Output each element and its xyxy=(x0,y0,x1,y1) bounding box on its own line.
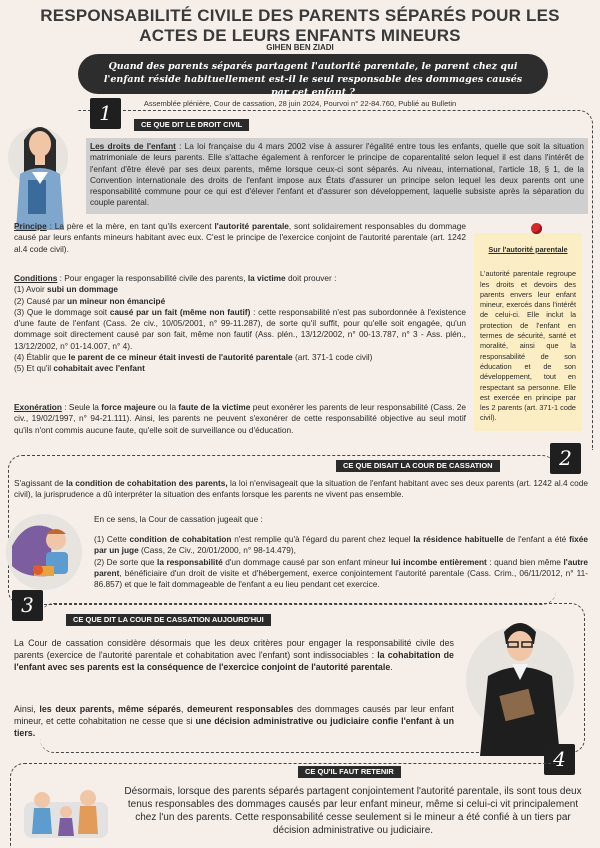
principe-label: Principe xyxy=(14,221,47,231)
exoneration-label: Exonération xyxy=(14,402,62,412)
section2-points xyxy=(94,534,588,590)
exoneration-paragraph: Exonération : Seule la force majeure ou la faute de la victime peut exonérer les parents de leur responsabilité (Cass. 2e civ., 19/02/1997, n° 94-21.111). Ainsi, les parents ne peuvent s'exonérer de cette responsabilité objective au seul motif qu'ils n'ont commis aucune faute, qu'elle soit de surveillance ou d'éducation. xyxy=(14,402,467,435)
section1-badge: CE QUE DIT LE DROIT CIVIL xyxy=(134,119,249,131)
principe-text-c: , sont solidairement responsables du dommage causé par leurs enfants mineurs habitant avec eux. C'est le principe de l'exercice conjoint de l'autorité parentale (art. 1242 al.4 code civil). xyxy=(14,221,466,254)
section1-number: 1 xyxy=(90,98,121,129)
principe-text-b: l'autorité parentale xyxy=(214,221,289,231)
sidebar-text: L'autorité parentale regroupe les droits et devoirs des parents envers leur enfant mineur, exercés dans l'intérêt de celui-ci. Elle inclut la protection de l'enfant en termes de sécurité, santé et moralité, ainsi que la responsabilité de son éducation et de son développement, tout en respectant sa personne. Elle est exercée en principe par les 2 parents (art. 371-1 code civil). xyxy=(480,269,576,423)
conditions-text-a: : Pour engager la responsabilité civile des parents, xyxy=(57,273,248,283)
family-illustration xyxy=(14,778,118,848)
section2-number: 2 xyxy=(550,443,581,474)
conditions-label: Conditions xyxy=(14,273,58,283)
point-2: (2) De sorte que la responsabilité d'un dommage causé par son enfant mineur lui incombe entièrement : quand bien même l'autre parent, bénéficiaire d'un droit de visite et d'hébergement, exerce conjointement l'autorité parentale (Cass. Crim., 06/11/2012, n° 11-86.857) et que le fait dommageable de l'enfant a eu lieu pendant cet exercice. xyxy=(94,556,589,590)
author-name: GIHEN BEN ZIADI xyxy=(266,43,334,52)
section4-number: 4 xyxy=(544,744,575,775)
case-reference: Assemblée plénière, Cour de cassation, 28 juin 2024, Pourvoi n° 22-84.760, Publié au Bulletin xyxy=(143,99,457,108)
conditions-text-b: la victime xyxy=(247,273,286,283)
condition-5: (5) Et qu'il cohabitait avec l'enfant xyxy=(14,363,145,374)
section2-sense: En ce sens, la Cour de cassation jugeait que : xyxy=(94,514,263,524)
section4-badge: CE QU'IL FAUT RETENIR xyxy=(298,766,401,778)
section3-badge: CE QUE DIT LA COUR DE CASSATION AUJOURD'HUI xyxy=(66,614,271,626)
condition-3: (3) Que le dommage soit causé par un fait (même non fautif) : cette responsabilité n'est pas subordonnée à l'existence d'une faute de l'enfant (Cass. 2e civ., 10/05/2001, n° 99-11.287), de sorte qu'il suffit, pour qu'elle soit engagée, qu'un dommage soit directement causé par son fait, même non fautif (Ass. plén., 13/12/2002, n° 00-13.787, n° 3 - Ass. plén., 13/12/2002, n° 01-14.007, n° 4). xyxy=(14,306,466,351)
principe-text-a: : La père et la mère, en tant qu'ils exercent xyxy=(46,221,215,231)
question-banner: Quand des parents séparés partagent l'autorité parentale, le parent chez qui l'enfant réside habituellement est-il le seul responsable des dommages causés par cet enfant ? xyxy=(78,54,548,94)
droits-text: : La loi française du 4 mars 2002 vise à assurer l'égalité entre tous les enfants, quelle que soit la situation matrimoniale de leurs parents. Elle s'attache également à renforcer le principe de coparentalité selon lequel il est dans l'intérêt de l'enfant d'être élevé par ses deux parents, même lorsque ceux-ci sont séparés. Au niveau, international, l'article 18, § 1, de la Convention internationale des droits de l'enfant impose aux États d'assurer un principe selon lequel les deux parents ont une responsabilité commune pour ce qui est d'élever l'enfant et d'assurer son développement, laquelle subsiste après la séparation du couple parental. xyxy=(90,141,584,208)
condition-4: (4) Établir que le parent de ce mineur était investi de l'autorité parentale (art. 371-1 code civil) xyxy=(14,352,373,363)
section2-intro: S'agissant de la condition de cohabitation des parents, la loi n'envisageait que la situation de l'enfant habitant avec ses deux parents (art. 1242 al.4 code civil), la jurisprudence a dû interpréter la situation des enfants lorsque les parents ne vivent pas ensemble. xyxy=(14,478,588,500)
pushpin-icon xyxy=(531,223,542,234)
page-title: RESPONSABILITÉ CIVILE DES PARENTS SÉPARÉS POUR LES ACTES DE LEURS ENFANTS MINEURS xyxy=(40,6,560,45)
condition-1: (1) Avoir subi un dommage xyxy=(14,284,119,295)
point-1: (1) Cette condition de cohabitation n'est remplie qu'à l'égard du parent chez lequel la résidence habituelle de l'enfant a été fixée par un juge (Cass, 2e Civ., 20/01/2000, n° 98-14.479), xyxy=(94,534,588,556)
droits-label: Les droits de l'enfant xyxy=(90,141,176,151)
conditions-text-c: doit prouver : xyxy=(285,273,337,283)
child-illustration xyxy=(4,506,94,598)
sidebar-autorite-parentale xyxy=(474,233,582,431)
section3-paragraph-1: La Cour de cassation considère désormais que les deux critères pour engager la responsabilité civile des parents (exercice de l'autorité parentale et cohabitation avec l'enfant) sont indissociables : la cohabitation de l'enfant avec ses parents est la conséquence de l'exercice conjoint de l'autorité parentale. xyxy=(14,638,454,672)
section2-badge: CE QUE DISAIT LA COUR DE CASSATION xyxy=(336,460,500,472)
judge-illustration xyxy=(464,610,576,756)
section3-paragraph-2: Ainsi, les deux parents, même séparés, demeurent responsables des dommages causés par leur enfant mineur, et cette cohabitation ne cesse que si une décision administrative ou judiciaire confie l'enfant à un tiers. xyxy=(14,704,455,738)
sidebar-title: Sur l'autorité parentale xyxy=(488,245,568,254)
section4-text: Désormais, lorsque des parents séparés partagent conjointement l'autorité parentale, ils sont tous deux tenus responsables des dommages causés par leur enfant mineur, même si celui-ci vit principalement chez l'un des parents. Cette responsabilité cesse seulement si le mineur a été confié à un tiers par décision administrative ou judiciaire. xyxy=(124,786,582,836)
droits-enfant-box xyxy=(86,138,588,214)
principe-paragraph xyxy=(14,221,466,255)
condition-2: (2) Causé par un mineur non émancipé xyxy=(14,295,166,306)
section3-number: 3 xyxy=(12,590,43,621)
conditions-block xyxy=(14,273,466,375)
woman-illustration xyxy=(2,112,80,232)
